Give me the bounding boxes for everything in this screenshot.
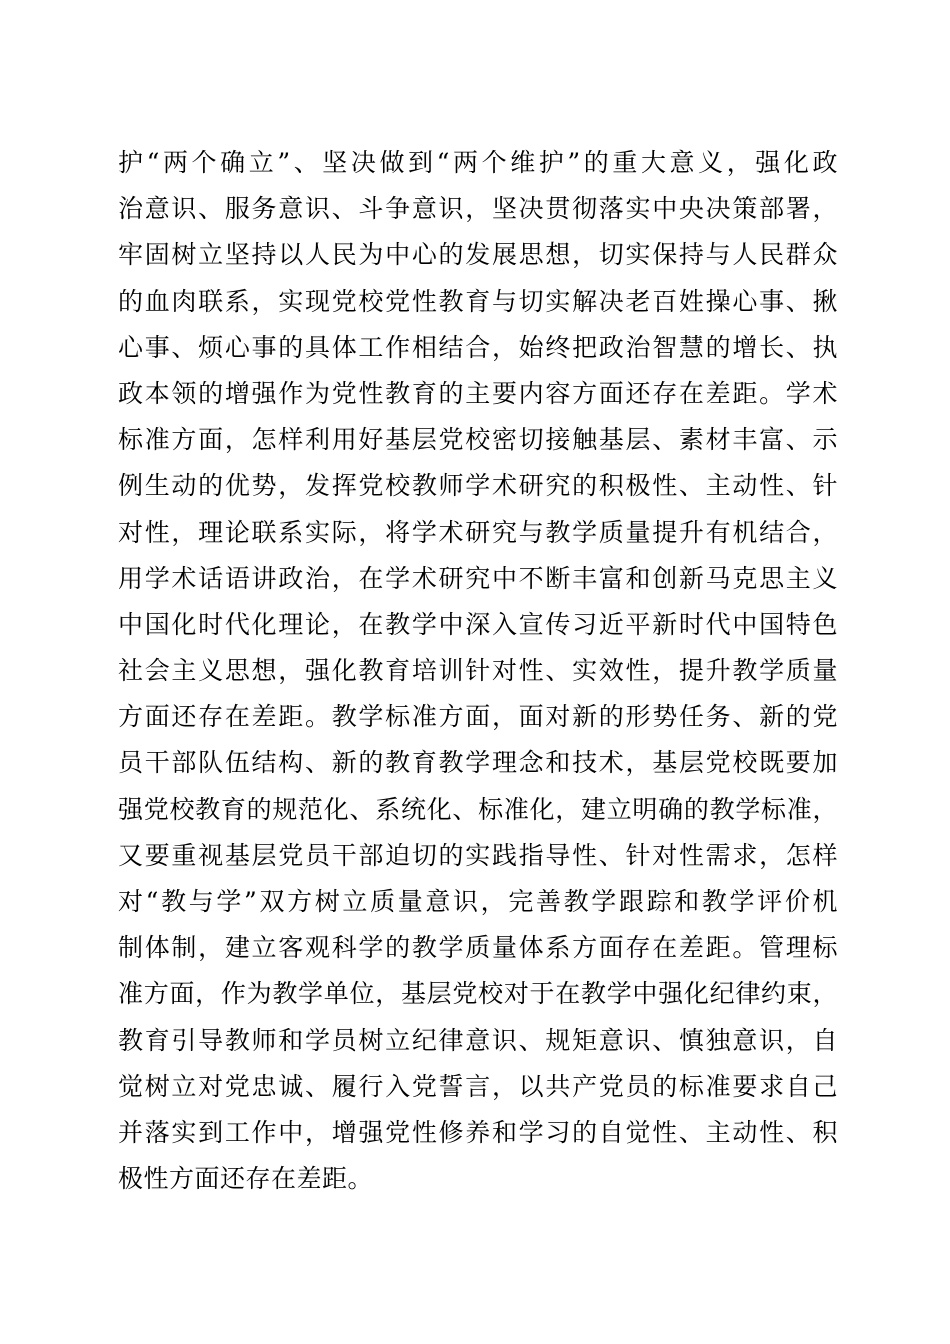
paragraph-line: 对性，理论联系实际，将学术研究与教学质量提升有机结合，: [118, 517, 838, 547]
paragraph-line: 员干部队伍结构、新的教育教学理念和技术，基层党校既要加: [118, 748, 838, 778]
paragraph-line: 护“两个确立”、坚决做到“两个维护”的重大意义，强化政: [118, 148, 838, 177]
paragraph-line: 教育引导教师和学员树立纪律意识、规矩意识、慎独意识，自: [118, 1025, 838, 1055]
paragraph-line: 觉树立对党忠诚、履行入党誓言，以共产党员的标准要求自己: [118, 1071, 838, 1101]
paragraph-line: 用学术话语讲政治，在学术研究中不断丰富和创新马克思主义: [118, 563, 838, 593]
paragraph-line: 强党校教育的规范化、系统化、标准化，建立明确的教学标准，: [118, 794, 838, 824]
paragraph-line: 制体制，建立客观科学的教学质量体系方面存在差距。管理标: [118, 933, 838, 963]
paragraph-line: 标准方面，怎样利用好基层党校密切接触基层、素材丰富、示: [118, 425, 838, 455]
paragraph-line: 极性方面还存在差距。: [118, 1164, 374, 1194]
paragraph-line: 并落实到工作中，增强党性修养和学习的自觉性、主动性、积: [118, 1117, 838, 1147]
body-paragraph: [118, 140, 838, 1202]
paragraph-line: 又要重视基层党员干部迫切的实践指导性、针对性需求，怎样: [118, 840, 838, 870]
paragraph-line: 方面还存在差距。教学标准方面，面对新的形势任务、新的党: [118, 702, 838, 732]
paragraph-line: 中国化时代化理论，在教学中深入宣传习近平新时代中国特色: [118, 609, 838, 639]
paragraph-line: 的血肉联系，实现党校党性教育与切实解决老百姓操心事、揪: [118, 286, 838, 316]
paragraph-line: 治意识、服务意识、斗争意识，坚决贯彻落实中央决策部署，: [118, 194, 838, 224]
paragraph-line: 社会主义思想，强化教育培训针对性、实效性，提升教学质量: [118, 656, 838, 686]
paragraph-line: 心事、烦心事的具体工作相结合，始终把政治智慧的增长、执: [118, 332, 838, 362]
paragraph-line: 政本领的增强作为党性教育的主要内容方面还存在差距。学术: [118, 378, 838, 408]
paragraph-line: 例生动的优势，发挥党校教师学术研究的积极性、主动性、针: [118, 471, 838, 501]
paragraph-line: 准方面，作为教学单位，基层党校对于在教学中强化纪律约束，: [118, 979, 838, 1009]
paragraph-line: 牢固树立坚持以人民为中心的发展思想，切实保持与人民群众: [118, 240, 838, 270]
paragraph-line: 对“教与学”双方树立质量意识，完善教学跟踪和教学评价机: [118, 887, 838, 916]
